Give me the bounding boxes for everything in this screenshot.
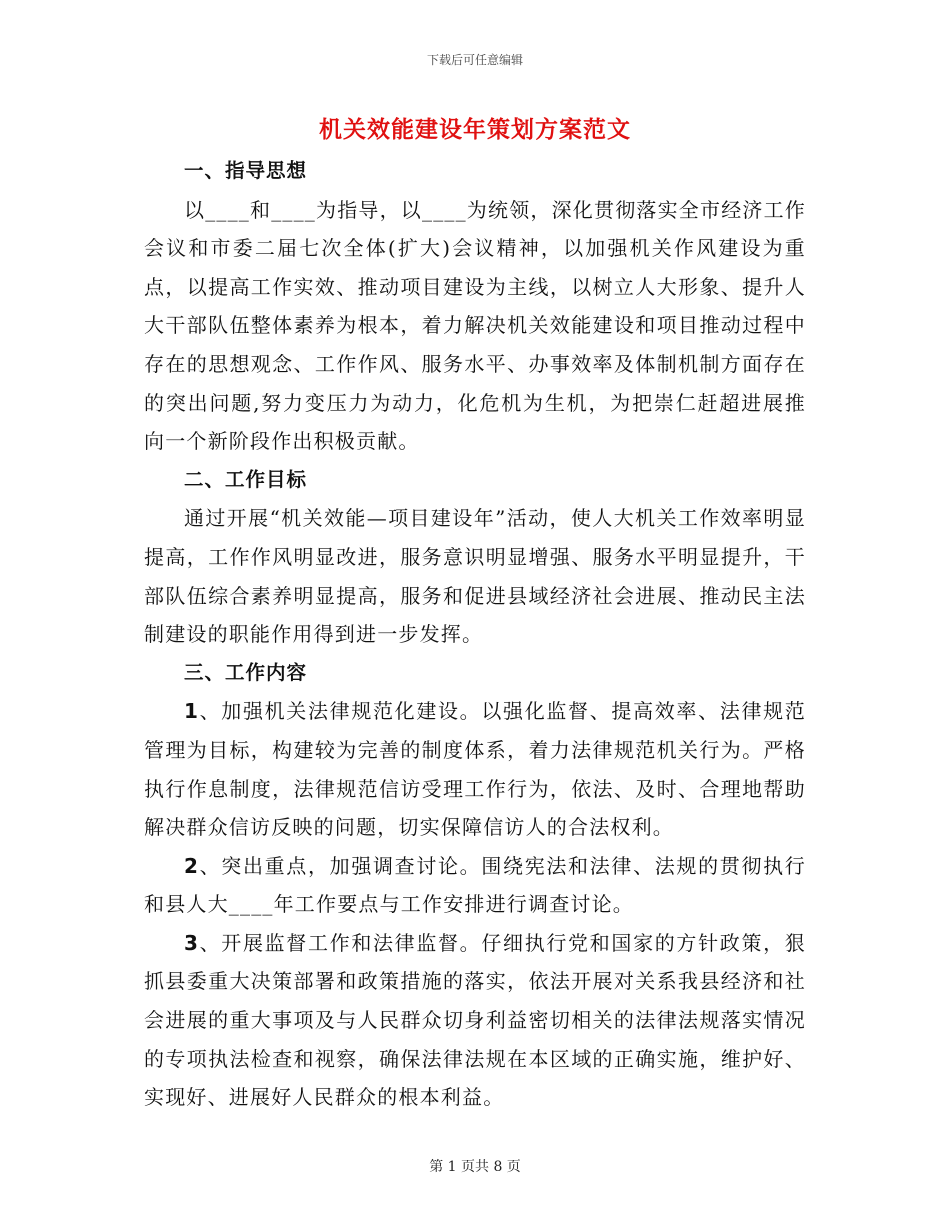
item-text: 、加强机关法律规范化建设。以强化监督、提高效率、法律规范管理为目标，构建较为完善的制度体系，着力法律规范机关行为。严格执行作息制度，法律规范信访受理工作行为，依法、及时、合理地帮助解决群众信访反映的问题，切实保障信访人的合法权利。 — [144, 699, 806, 840]
page-header-note: 下载后可任意编辑 — [426, 53, 523, 67]
section-heading-work-content: 三、工作内容 — [184, 660, 308, 684]
section-heading-work-goals: 二、工作目标 — [184, 467, 308, 491]
item-text: 、开展监督工作和法律监督。仔细执行党和国家的方针政策，狠抓县委重大决策部署和政策措施的落实，依法开展对关系我县经济和社会进展的重大事项及与人民群众切身利益密切相关的法律法规落实情况的专项执法检查和视察，确保法律法规在本区域的正确实施，维护好、实现好、进展好人民群众的根本利益。 — [144, 930, 806, 1110]
page-number: 第 1 页共 8 页 — [429, 1159, 521, 1175]
item-number: 3 — [184, 930, 200, 955]
list-item-1 — [144, 692, 806, 846]
section-heading-guiding-ideology: 一、指导思想 — [184, 159, 308, 182]
list-item-2 — [144, 847, 806, 924]
item-number: 1 — [184, 699, 200, 724]
item-number: 2 — [184, 853, 200, 878]
list-item-3 — [144, 924, 806, 1117]
paragraph-guiding-ideology: 以____和____为指导，以____为统领，深化贯彻落实全市经济工作会议和市委二届七次全体(扩大)会议精神，以加强机关作风建设为重点，以提高工作实效、推动项目建设为主线，以树立人大形象、提升人大干部队伍整体素养为根本，着力解决机关效能建设和项目推动过程中存在的思想观念、工作作风、服务水平、办事效率及体制机制方面存在的突出问题,努力变压力为动力，化危机为生机，为把崇仁赶超进展推向一个新阶段作出积极贡献。 — [144, 197, 806, 454]
paragraph-work-goals: 通过开展“机关效能—项目建设年”活动，使人大机关工作效率明显提高，工作作风明显改进，服务意识明显增强、服务水平明显提升，干部队伍综合素养明显提高，服务和促进县域经济社会进展、推动民主法制建设的职能作用得到进一步发挥。 — [144, 506, 806, 647]
document-body — [144, 152, 806, 1117]
document-title: 机关效能建设年策划方案范文 — [319, 116, 631, 143]
item-text: 、突出重点，加强调查讨论。围绕宪法和法律、法规的贯彻执行和县人大____年工作要点与工作安排进行调查讨论。 — [144, 853, 806, 917]
